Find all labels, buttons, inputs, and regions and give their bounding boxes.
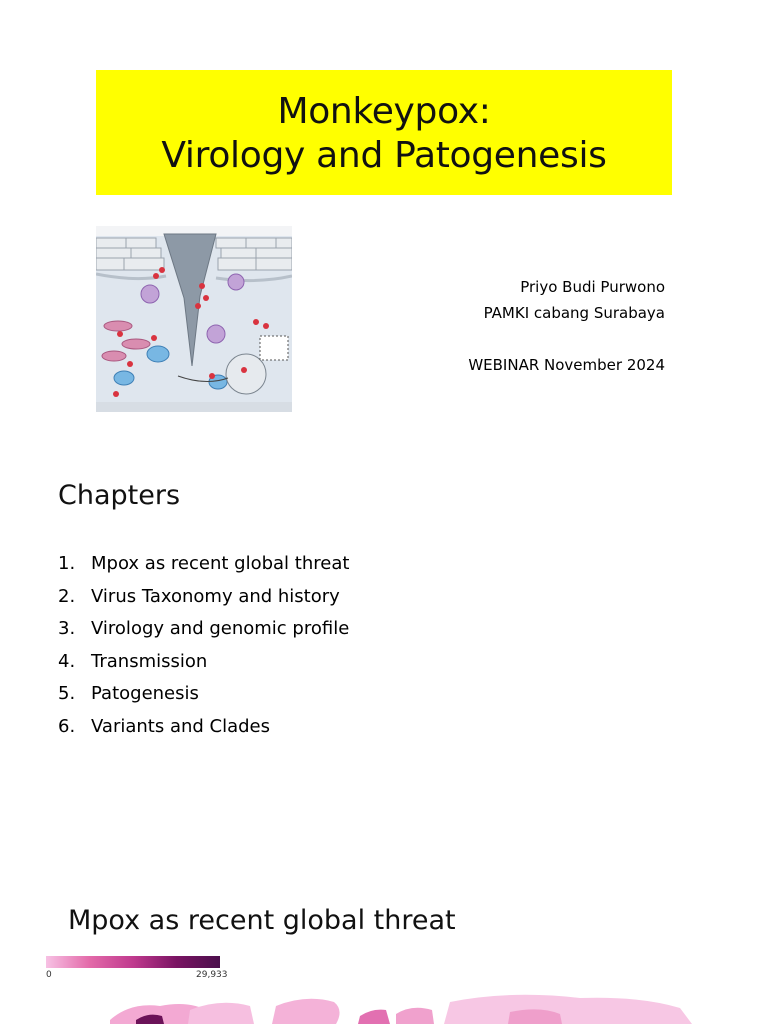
world-map	[40, 990, 730, 1024]
author-info	[468, 274, 665, 378]
event-label: WEBINAR November 2024	[468, 356, 665, 374]
map-legend	[46, 956, 228, 986]
author-organization: PAMKI cabang Surabaya	[483, 304, 665, 322]
section-heading: Mpox as recent global threat	[68, 905, 456, 936]
author-name: Priyo Budi Purwono	[520, 278, 665, 296]
chapter-label: Virology and genomic profile	[91, 618, 350, 639]
chapter-number: 4.	[58, 650, 76, 672]
pathogenesis-skin-diagram-icon	[96, 226, 292, 412]
chapter-number: 6.	[58, 715, 76, 737]
chapter-number: 2.	[58, 585, 76, 607]
chapter-label: Virus Taxonomy and history	[91, 585, 340, 607]
legend-max-label: 29,933	[196, 970, 228, 980]
chapter-list	[58, 548, 349, 743]
chapter-label: Mpox as recent global threat	[91, 553, 350, 574]
legend-min-label: 0	[46, 970, 52, 980]
chapter-item	[58, 581, 349, 614]
chapter-number: 5.	[58, 683, 76, 704]
legend-color-scale	[46, 956, 220, 968]
chapter-item	[58, 646, 349, 679]
title-line-2: Virology and Patogenesis	[161, 135, 607, 176]
title-banner	[96, 70, 672, 195]
chapter-item	[58, 613, 349, 646]
chapter-item	[58, 711, 349, 744]
chapter-item	[58, 548, 349, 581]
chapter-item	[58, 678, 349, 711]
title-line-1: Monkeypox:	[277, 91, 491, 132]
chapter-number: 3.	[58, 618, 76, 639]
world-map-icon	[40, 990, 730, 1024]
chapters-heading: Chapters	[58, 480, 181, 511]
chapter-number: 1.	[58, 553, 76, 574]
chapter-label: Variants and Clades	[91, 715, 271, 737]
chapter-label: Transmission	[91, 650, 208, 672]
chapter-label: Patogenesis	[91, 683, 199, 704]
pathogenesis-figure	[96, 226, 292, 412]
